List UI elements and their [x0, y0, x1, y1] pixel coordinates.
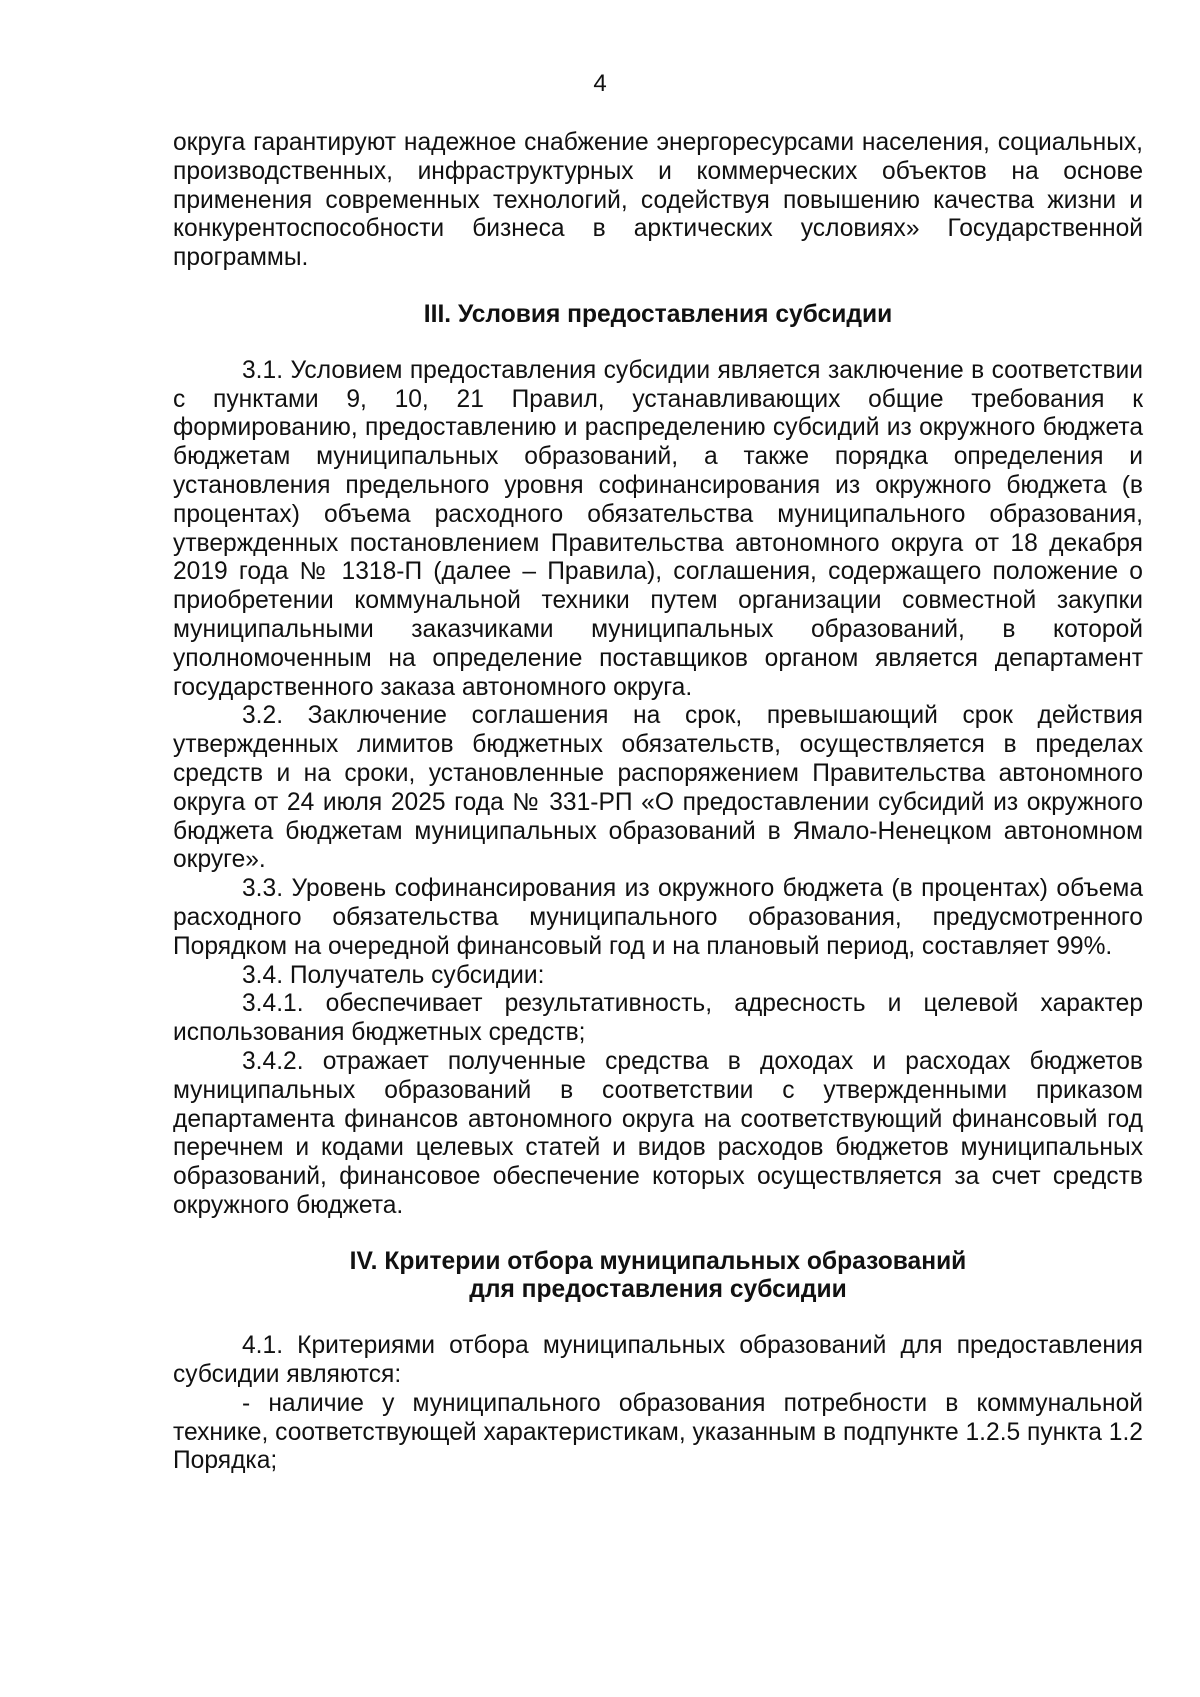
paragraph-3-4-2: 3.4.2. отражает полученные средства в доходах и расходах бюджетов муниципальных образований в соответствии с утвержденными приказом департамента финансов автономного округа на соответствующий финансовый год перечнем и кодами целевых статей и видов расходов бюджетов муниципальных образований, финансовое обеспечение которых осуществляется за счет средств окружного бюджета.	[173, 1047, 1143, 1219]
section-4-heading	[173, 1248, 1143, 1306]
paragraph-3-4: 3.4. Получатель субсидии:	[242, 961, 545, 989]
continuation-paragraph: округа гарантируют надежное снабжение энергоресурсами населения, социальных, производственных, инфраструктурных и коммерческих объектов на основе применения современных технологий, содействуя повышению качества жизни и конкурентоспособности бизнеса в арктических условиях» Государственной программы.	[173, 129, 1143, 272]
paragraph-3-4-1: 3.4.1. обеспечивает результативность, адресность и целевой характер использования бюджетных средств;	[173, 990, 1143, 1047]
paragraph-4-1-item: - наличие у муниципального образования потребности в коммунальной технике, соответствующей характеристикам, указанным в подпункте 1.2.5 пункта 1.2 Порядка;	[173, 1389, 1143, 1475]
document-body	[173, 129, 1143, 1476]
page-number: 4	[593, 70, 607, 97]
paragraph-4-1: 4.1. Критериями отбора муниципальных образований для предоставления субсидии являются:	[173, 1332, 1143, 1389]
paragraph-3-3: 3.3. Уровень софинансирования из окружного бюджета (в процентах) объема расходного обязательства муниципального образования, предусмотренного Порядком на очередной финансовый год и на плановый период, составляет 99%.	[173, 875, 1143, 960]
section-3-heading: III. Условия предоставления субсидии	[423, 300, 893, 328]
section-4-heading-line-2: для предоставления субсидии	[469, 1276, 847, 1304]
paragraph-3-1: 3.1. Условием предоставления субсидии является заключение в соответствии с пунктами 9, 10, 21 Правил, устанавливающих общие требования к формированию, предоставлению и распределению субсидий из окружного бюджета бюджетам муниципальных образований, а также порядка определения и установления предельного уровня софинансирования из окружного бюджета (в процентах) объема расходного обязательства муниципального образования, утвержденных постановлением Правительства автономного округа от 18 декабря 2019 года № 1318-П (далее – Правила), соглашения, содержащего положение о приобретении коммунальной техники путем организации совместной закупки муниципальными заказчиками муниципальных образований, в которой уполномоченным на определение поставщиков органом является департамент государственного заказа автономного округа.	[173, 356, 1143, 701]
section-4-heading-line-1: IV. Критерии отбора муниципальных образований	[349, 1247, 967, 1275]
paragraph-3-2: 3.2. Заключение соглашения на срок, превышающий срок действия утвержденных лимитов бюджетных обязательств, осуществляется в пределах средств и на сроки, установленные распоряжением Правительства автономного округа от 24 июля 2025 года № 331-РП «О предоставлении субсидий из окружного бюджета бюджетам муниципальных образований в Ямало-Ненецком автономном округе».	[173, 702, 1143, 874]
